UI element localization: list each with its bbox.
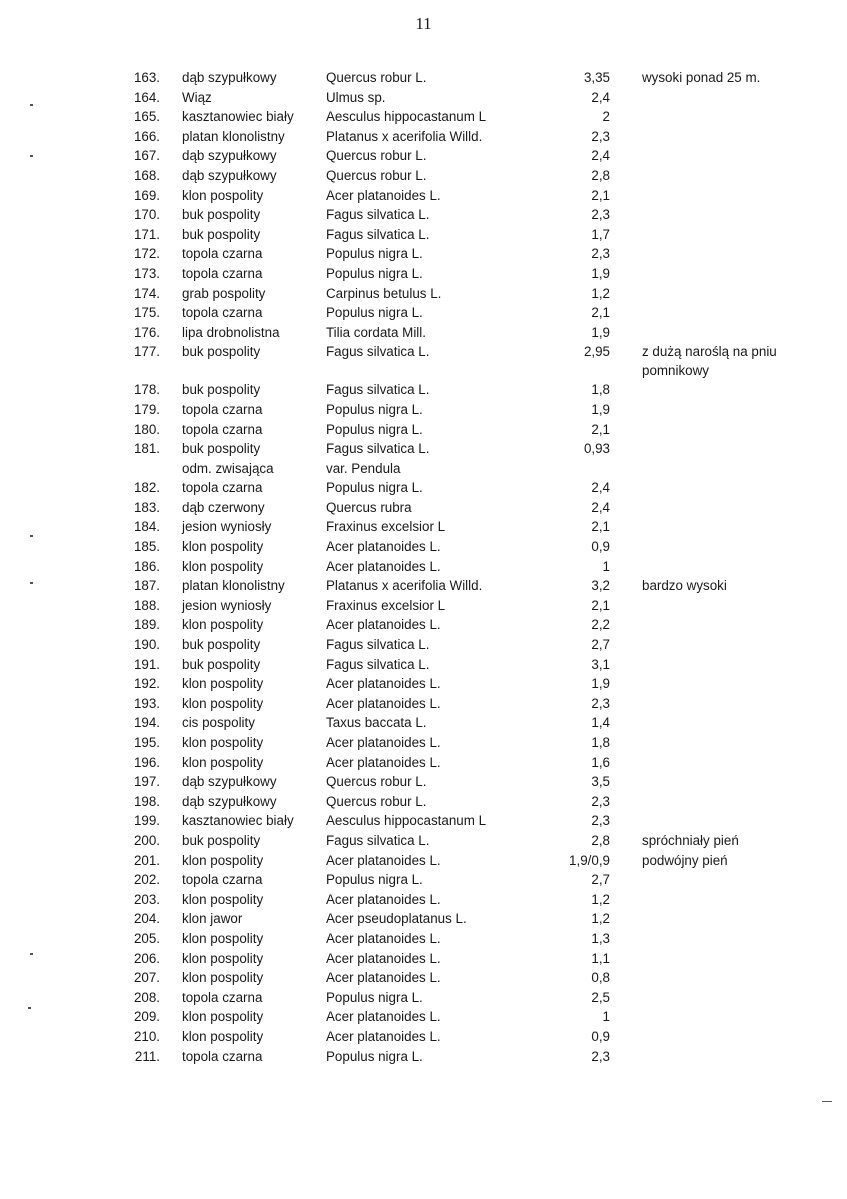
latin-name: Acer platanoides L. bbox=[326, 676, 441, 692]
latin-name: Fagus silvatica L. bbox=[326, 832, 430, 848]
scan-speck bbox=[822, 1101, 832, 1102]
latin-name: Acer platanoides L. bbox=[326, 558, 441, 574]
tree-row bbox=[0, 615, 847, 635]
polish-name: klon pospolity bbox=[182, 558, 264, 574]
scan-speck bbox=[30, 155, 33, 157]
trunk-value: 2,1 bbox=[591, 519, 610, 535]
row-number: 203. bbox=[133, 891, 160, 907]
latin-name: Fagus silvatica L. bbox=[326, 637, 430, 653]
trunk-value: 2,5 bbox=[591, 989, 610, 1005]
trunk-value: 1,7 bbox=[591, 226, 610, 242]
polish-name: odm. zwisająca bbox=[182, 460, 274, 476]
trunk-value: 2,3 bbox=[591, 128, 610, 144]
latin-name: Fagus silvatica L. bbox=[326, 344, 430, 360]
polish-name: topola czarna bbox=[182, 305, 263, 321]
row-number: 180. bbox=[133, 421, 160, 437]
remark: wysoki ponad 25 m. bbox=[642, 70, 761, 85]
row-number: 196. bbox=[133, 754, 160, 770]
tree-row bbox=[0, 1007, 847, 1027]
polish-name: dąb czerwony bbox=[182, 499, 265, 515]
row-number: 181. bbox=[133, 441, 160, 457]
polish-name: topola czarna bbox=[182, 480, 263, 496]
latin-name: Fagus silvatica L. bbox=[326, 656, 430, 672]
trunk-value: 2,1 bbox=[591, 305, 610, 321]
row-number: 173. bbox=[133, 265, 160, 281]
tree-row bbox=[0, 264, 847, 284]
row-number: 200. bbox=[133, 832, 160, 848]
tree-row bbox=[0, 694, 847, 714]
tree-row bbox=[0, 929, 847, 949]
latin-name: Populus nigra L. bbox=[326, 989, 423, 1005]
row-number: 193. bbox=[133, 695, 160, 711]
tree-row bbox=[0, 890, 847, 910]
row-number: 189. bbox=[133, 617, 160, 633]
tree-row bbox=[0, 1047, 847, 1067]
polish-name: jesion wyniosły bbox=[182, 519, 272, 535]
polish-name: topola czarna bbox=[182, 421, 263, 437]
latin-name: Populus nigra L. bbox=[326, 246, 423, 262]
tree-row bbox=[0, 478, 847, 498]
tree-row bbox=[0, 88, 847, 108]
polish-name: dąb szypułkowy bbox=[182, 167, 277, 183]
remark: spróchniały pień bbox=[642, 832, 739, 848]
polish-name: klon pospolity bbox=[182, 930, 264, 946]
scan-speck bbox=[30, 582, 33, 584]
latin-name: Populus nigra L. bbox=[326, 265, 423, 281]
latin-name: Acer platanoides L. bbox=[326, 187, 441, 203]
trunk-value: 2,7 bbox=[591, 872, 610, 888]
remark: bardzo wysoki bbox=[642, 578, 727, 594]
latin-name: Quercus robur L. bbox=[326, 774, 427, 790]
tree-row bbox=[0, 459, 847, 479]
polish-name: buk pospolity bbox=[182, 637, 261, 653]
polish-name: buk pospolity bbox=[182, 382, 261, 398]
row-number: 194. bbox=[133, 715, 160, 731]
tree-row bbox=[0, 655, 847, 675]
tree-row bbox=[0, 420, 847, 440]
row-number: 184. bbox=[133, 519, 160, 535]
row-number: 165. bbox=[133, 109, 160, 125]
polish-name: topola czarna bbox=[182, 246, 263, 262]
latin-name: Acer platanoides L. bbox=[326, 539, 441, 555]
polish-name: dąb szypułkowy bbox=[182, 148, 277, 164]
row-number: 168. bbox=[133, 167, 160, 183]
row-number: 210. bbox=[133, 1028, 160, 1044]
row-number: 177. bbox=[133, 344, 160, 360]
row-number: 206. bbox=[133, 950, 160, 966]
tree-row bbox=[0, 909, 847, 929]
tree-row bbox=[0, 831, 847, 851]
tree-row bbox=[0, 439, 847, 459]
polish-name: klon pospolity bbox=[182, 950, 264, 966]
polish-name: platan klonolistny bbox=[182, 578, 285, 594]
row-number: 190. bbox=[133, 637, 160, 653]
row-number: 167. bbox=[133, 148, 160, 164]
latin-name: Quercus robur L. bbox=[326, 148, 427, 164]
trunk-value: 1,6 bbox=[591, 754, 610, 770]
polish-name: klon pospolity bbox=[182, 1028, 264, 1044]
trunk-value: 2,4 bbox=[591, 499, 610, 515]
trunk-value: 3,2 bbox=[591, 578, 610, 594]
row-number: 176. bbox=[133, 324, 160, 340]
row-number: 187. bbox=[133, 578, 160, 594]
tree-inventory-list bbox=[0, 68, 847, 1066]
tree-row bbox=[0, 107, 847, 127]
tree-row bbox=[0, 557, 847, 577]
polish-name: topola czarna bbox=[182, 872, 263, 888]
tree-row bbox=[0, 244, 847, 264]
scan-speck bbox=[28, 1007, 31, 1009]
tree-row bbox=[0, 753, 847, 773]
trunk-value: 2,3 bbox=[591, 246, 610, 262]
latin-name: Fagus silvatica L. bbox=[326, 382, 430, 398]
tree-row bbox=[0, 127, 847, 147]
row-number: 192. bbox=[133, 676, 160, 692]
trunk-value: 1,2 bbox=[591, 911, 610, 927]
tree-row bbox=[0, 870, 847, 890]
trunk-value: 3,35 bbox=[583, 70, 610, 85]
polish-name: klon pospolity bbox=[182, 695, 264, 711]
latin-name: Acer platanoides L. bbox=[326, 950, 441, 966]
scan-speck bbox=[30, 104, 33, 106]
row-number: 183. bbox=[133, 499, 160, 515]
row-number: 209. bbox=[133, 1009, 160, 1025]
polish-name: Wiąz bbox=[182, 89, 212, 105]
tree-row bbox=[0, 674, 847, 694]
tree-row bbox=[0, 186, 847, 206]
row-number: 166. bbox=[133, 128, 160, 144]
row-number: 211. bbox=[134, 1048, 160, 1064]
tree-row bbox=[0, 225, 847, 245]
trunk-value: 2,7 bbox=[591, 637, 610, 653]
latin-name: Aesculus hippocastanum L bbox=[326, 109, 487, 125]
polish-name: klon pospolity bbox=[182, 617, 264, 633]
latin-name: Acer pseudoplatanus L. bbox=[326, 911, 467, 927]
row-number: 199. bbox=[133, 813, 160, 829]
trunk-value: 1,8 bbox=[591, 382, 610, 398]
latin-name: Acer platanoides L. bbox=[326, 754, 441, 770]
polish-name: klon pospolity bbox=[182, 735, 264, 750]
tree-row bbox=[0, 517, 847, 537]
tree-row bbox=[0, 988, 847, 1008]
trunk-value: 2,1 bbox=[591, 597, 610, 613]
polish-name: klon pospolity bbox=[182, 970, 264, 986]
trunk-value: 3,5 bbox=[591, 774, 610, 790]
polish-name: buk pospolity bbox=[182, 832, 261, 848]
row-number: 186. bbox=[133, 558, 160, 574]
row-number: 201. bbox=[133, 852, 160, 868]
trunk-value: 1 bbox=[602, 1009, 610, 1025]
tree-row bbox=[0, 498, 847, 518]
trunk-value: 1,9 bbox=[591, 676, 610, 692]
polish-name: klon pospolity bbox=[182, 676, 264, 692]
latin-name: Populus nigra L. bbox=[326, 421, 423, 437]
latin-name: Acer platanoides L. bbox=[326, 617, 441, 633]
polish-name: buk pospolity bbox=[182, 656, 261, 672]
polish-name: lipa drobnolistna bbox=[182, 324, 280, 340]
polish-name: buk pospolity bbox=[182, 226, 261, 242]
latin-name: Fraxinus excelsior L bbox=[326, 597, 446, 613]
latin-name: Populus nigra L. bbox=[326, 401, 423, 417]
row-number: 169. bbox=[133, 187, 160, 203]
row-number: 179. bbox=[133, 401, 160, 417]
tree-row bbox=[0, 68, 847, 88]
polish-name: kasztanowiec biały bbox=[182, 813, 294, 829]
polish-name: buk pospolity bbox=[182, 207, 261, 223]
polish-name: klon pospolity bbox=[182, 539, 264, 555]
latin-name: Fagus silvatica L. bbox=[326, 207, 430, 223]
row-number: 198. bbox=[133, 793, 160, 809]
scan-speck bbox=[30, 953, 33, 955]
latin-name: Populus nigra L. bbox=[326, 1048, 423, 1064]
tree-row bbox=[0, 635, 847, 655]
trunk-value: 1,3 bbox=[591, 930, 610, 946]
trunk-value: 2,3 bbox=[591, 813, 610, 829]
tree-row bbox=[0, 1027, 847, 1047]
polish-name: buk pospolity bbox=[182, 344, 261, 360]
latin-name: Acer platanoides L. bbox=[326, 891, 441, 907]
latin-name: Quercus robur L. bbox=[326, 167, 427, 183]
latin-name: Acer platanoides L. bbox=[326, 930, 441, 946]
trunk-value: 2,1 bbox=[591, 187, 610, 203]
polish-name: topola czarna bbox=[182, 265, 263, 281]
polish-name: klon pospolity bbox=[182, 187, 264, 203]
row-number: 175. bbox=[133, 305, 160, 321]
trunk-value: 0,9 bbox=[591, 1028, 610, 1044]
latin-name: Populus nigra L. bbox=[326, 480, 423, 496]
remark: podwójny pień bbox=[642, 852, 728, 868]
row-number: 171. bbox=[133, 226, 160, 242]
latin-name: Carpinus betulus L. bbox=[326, 285, 442, 301]
row-number: 163. bbox=[133, 70, 160, 85]
row-number: 164. bbox=[133, 89, 160, 105]
latin-name: Acer platanoides L. bbox=[326, 735, 441, 750]
latin-name: Quercus rubra bbox=[326, 499, 412, 515]
trunk-value: 0,93 bbox=[583, 441, 610, 457]
tree-row bbox=[0, 772, 847, 792]
trunk-value: 2,4 bbox=[591, 89, 610, 105]
row-number: 207. bbox=[133, 970, 160, 986]
row-number: 178. bbox=[133, 382, 160, 398]
polish-name: jesion wyniosły bbox=[182, 597, 272, 613]
scan-speck bbox=[30, 535, 33, 537]
trunk-value: 2,3 bbox=[591, 793, 610, 809]
tree-row bbox=[0, 342, 847, 380]
row-number: 205. bbox=[133, 930, 160, 946]
row-number: 172. bbox=[133, 246, 160, 262]
polish-name: klon pospolity bbox=[182, 1009, 264, 1025]
row-number: 188. bbox=[133, 597, 160, 613]
latin-name: Acer platanoides L. bbox=[326, 1028, 441, 1044]
trunk-value: 2,95 bbox=[583, 344, 610, 360]
trunk-value: 2,2 bbox=[591, 617, 610, 633]
latin-name: Tilia cordata Mill. bbox=[326, 324, 426, 340]
trunk-value: 1,2 bbox=[591, 285, 610, 301]
row-number: 204. bbox=[133, 911, 160, 927]
latin-name: Aesculus hippocastanum L bbox=[326, 813, 487, 829]
polish-name: klon pospolity bbox=[182, 754, 264, 770]
polish-name: dąb szypułkowy bbox=[182, 70, 277, 85]
tree-row bbox=[0, 713, 847, 733]
tree-row bbox=[0, 968, 847, 988]
polish-name: cis pospolity bbox=[182, 715, 255, 731]
latin-name: Fagus silvatica L. bbox=[326, 441, 430, 457]
row-number: 185. bbox=[133, 539, 160, 555]
row-number: 191. bbox=[133, 656, 160, 672]
trunk-value: 2,8 bbox=[591, 167, 610, 183]
tree-row bbox=[0, 284, 847, 304]
row-number: 174. bbox=[133, 285, 160, 301]
trunk-value: 1,1 bbox=[591, 950, 610, 966]
tree-row bbox=[0, 146, 847, 166]
latin-name: Fagus silvatica L. bbox=[326, 226, 430, 242]
tree-row bbox=[0, 596, 847, 616]
latin-name: Platanus x acerifolia Willd. bbox=[326, 128, 483, 144]
polish-name: klon pospolity bbox=[182, 891, 264, 907]
trunk-value: 0,9 bbox=[591, 539, 610, 555]
trunk-value: 1,9 bbox=[591, 324, 610, 340]
remark: z dużą naroślą na pniu pomnikowy bbox=[642, 344, 777, 379]
polish-name: grab pospolity bbox=[182, 285, 266, 301]
trunk-value: 2,3 bbox=[591, 1048, 610, 1064]
tree-row bbox=[0, 380, 847, 400]
tree-row bbox=[0, 792, 847, 812]
latin-name: Taxus baccata L. bbox=[326, 715, 427, 731]
polish-name: klon jawor bbox=[182, 911, 243, 927]
latin-name: Populus nigra L. bbox=[326, 305, 423, 321]
polish-name: buk pospolity bbox=[182, 441, 261, 457]
tree-row bbox=[0, 400, 847, 420]
tree-row bbox=[0, 949, 847, 969]
row-number: 202. bbox=[133, 872, 160, 888]
trunk-value: 2,1 bbox=[591, 421, 610, 437]
trunk-value: 1 bbox=[602, 558, 610, 574]
trunk-value: 1,2 bbox=[591, 891, 610, 907]
trunk-value: 2,4 bbox=[591, 480, 610, 496]
latin-name: Platanus x acerifolia Willd. bbox=[326, 578, 483, 594]
trunk-value: 0,8 bbox=[591, 970, 610, 986]
row-number: 197. bbox=[133, 774, 160, 790]
row-number: 170. bbox=[133, 207, 160, 223]
latin-name: Fraxinus excelsior L bbox=[326, 519, 446, 535]
latin-name: Populus nigra L. bbox=[326, 872, 423, 888]
polish-name: platan klonolistny bbox=[182, 128, 285, 144]
trunk-value: 1,8 bbox=[591, 735, 610, 750]
polish-name: klon pospolity bbox=[182, 852, 264, 868]
trunk-value: 1,9 bbox=[591, 265, 610, 281]
polish-name: topola czarna bbox=[182, 989, 263, 1005]
trunk-value: 2,3 bbox=[591, 695, 610, 711]
polish-name: topola czarna bbox=[182, 1048, 263, 1064]
row-number: 195. bbox=[133, 735, 160, 750]
latin-name: Acer platanoides L. bbox=[326, 1009, 441, 1025]
tree-row bbox=[0, 537, 847, 557]
polish-name: topola czarna bbox=[182, 401, 263, 417]
trunk-value: 2,8 bbox=[591, 832, 610, 848]
polish-name: dąb szypułkowy bbox=[182, 793, 277, 809]
row-number: 208. bbox=[133, 989, 160, 1005]
trunk-value: 2 bbox=[602, 109, 610, 125]
tree-row bbox=[0, 733, 847, 753]
latin-name: Acer platanoides L. bbox=[326, 695, 441, 711]
tree-row bbox=[0, 303, 847, 323]
polish-name: kasztanowiec biały bbox=[182, 109, 294, 125]
latin-name: Quercus robur L. bbox=[326, 70, 427, 85]
tree-row bbox=[0, 166, 847, 186]
trunk-value: 1,9/0,9 bbox=[569, 852, 610, 868]
polish-name: dąb szypułkowy bbox=[182, 774, 277, 790]
trunk-value: 3,1 bbox=[591, 656, 610, 672]
latin-name: Ulmus sp. bbox=[326, 89, 386, 105]
tree-row bbox=[0, 576, 847, 596]
latin-name: Acer platanoides L. bbox=[326, 970, 441, 986]
trunk-value: 2,4 bbox=[591, 148, 610, 164]
latin-name: Quercus robur L. bbox=[326, 793, 427, 809]
trunk-value: 1,4 bbox=[591, 715, 610, 731]
tree-row bbox=[0, 851, 847, 871]
trunk-value: 2,3 bbox=[591, 207, 610, 223]
latin-name: var. Pendula bbox=[326, 460, 401, 476]
trunk-value: 1,9 bbox=[591, 401, 610, 417]
row-number: 182. bbox=[133, 480, 160, 496]
latin-name: Acer platanoides L. bbox=[326, 852, 441, 868]
page-number: 11 bbox=[415, 14, 432, 33]
tree-row bbox=[0, 811, 847, 831]
tree-row bbox=[0, 323, 847, 343]
tree-row bbox=[0, 205, 847, 225]
